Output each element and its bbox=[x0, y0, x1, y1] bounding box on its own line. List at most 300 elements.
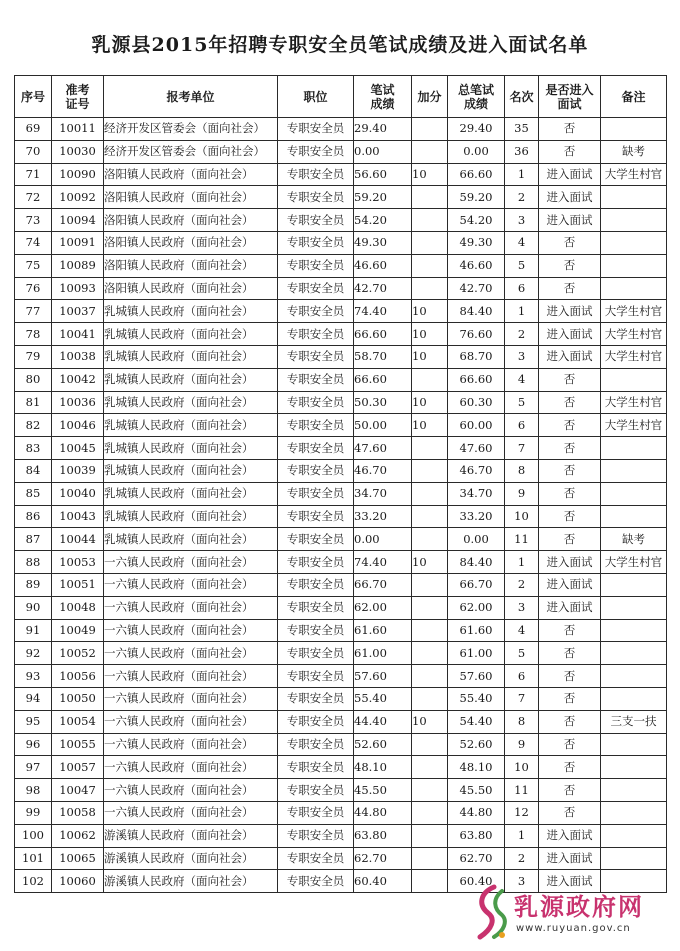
cell-position: 专职安全员 bbox=[278, 163, 354, 186]
cell-position: 专职安全员 bbox=[278, 505, 354, 528]
results-table bbox=[14, 75, 667, 893]
cell-remark: 大学生村官 bbox=[601, 414, 667, 437]
cell-unit: 一六镇人民政府（面向社会） bbox=[104, 551, 278, 574]
cell-unit: 游溪镇人民政府（面向社会） bbox=[104, 870, 278, 893]
cell-written-score: 66.70 bbox=[354, 573, 412, 596]
cell-unit: 一六镇人民政府（面向社会） bbox=[104, 779, 278, 802]
cell-unit: 乳城镇人民政府（面向社会） bbox=[104, 482, 278, 505]
cell-bonus: 10 bbox=[412, 345, 448, 368]
header-bonus: 加分 bbox=[412, 76, 448, 118]
cell-exam-no: 10039 bbox=[52, 459, 104, 482]
cell-interview: 否 bbox=[539, 756, 601, 779]
cell-exam-no: 10047 bbox=[52, 779, 104, 802]
cell-seq: 94 bbox=[15, 687, 52, 710]
cell-bonus bbox=[412, 459, 448, 482]
cell-rank: 2 bbox=[505, 573, 539, 596]
header-exam-no: 准考证号 bbox=[52, 76, 104, 118]
cell-interview: 进入面试 bbox=[539, 163, 601, 186]
cell-remark bbox=[601, 231, 667, 254]
cell-interview: 否 bbox=[539, 528, 601, 551]
cell-bonus bbox=[412, 118, 448, 141]
cell-written-score: 66.60 bbox=[354, 323, 412, 346]
cell-interview: 进入面试 bbox=[539, 824, 601, 847]
cell-position: 专职安全员 bbox=[278, 779, 354, 802]
cell-position: 专职安全员 bbox=[278, 186, 354, 209]
cell-total-score: 46.70 bbox=[448, 459, 505, 482]
cell-written-score: 48.10 bbox=[354, 756, 412, 779]
cell-seq: 99 bbox=[15, 801, 52, 824]
cell-position: 专职安全员 bbox=[278, 824, 354, 847]
cell-bonus: 10 bbox=[412, 551, 448, 574]
cell-total-score: 84.40 bbox=[448, 300, 505, 323]
cell-written-score: 29.40 bbox=[354, 118, 412, 141]
cell-bonus: 10 bbox=[412, 710, 448, 733]
cell-bonus bbox=[412, 756, 448, 779]
cell-bonus bbox=[412, 186, 448, 209]
cell-unit: 洛阳镇人民政府（面向社会） bbox=[104, 231, 278, 254]
cell-unit: 洛阳镇人民政府（面向社会） bbox=[104, 254, 278, 277]
cell-seq: 75 bbox=[15, 254, 52, 277]
cell-exam-no: 10038 bbox=[52, 345, 104, 368]
table-row bbox=[15, 665, 667, 688]
cell-remark bbox=[601, 459, 667, 482]
cell-position: 专职安全员 bbox=[278, 665, 354, 688]
cell-rank: 35 bbox=[505, 118, 539, 141]
cell-bonus bbox=[412, 209, 448, 232]
cell-total-score: 42.70 bbox=[448, 277, 505, 300]
cell-interview: 否 bbox=[539, 619, 601, 642]
cell-unit: 一六镇人民政府（面向社会） bbox=[104, 801, 278, 824]
table-row bbox=[15, 345, 667, 368]
cell-exam-no: 10037 bbox=[52, 300, 104, 323]
cell-exam-no: 10044 bbox=[52, 528, 104, 551]
cell-position: 专职安全员 bbox=[278, 231, 354, 254]
cell-rank: 8 bbox=[505, 710, 539, 733]
cell-position: 专职安全员 bbox=[278, 573, 354, 596]
cell-written-score: 0.00 bbox=[354, 140, 412, 163]
cell-position: 专职安全员 bbox=[278, 756, 354, 779]
cell-remark bbox=[601, 277, 667, 300]
cell-unit: 经济开发区管委会（面向社会） bbox=[104, 118, 278, 141]
cell-rank: 6 bbox=[505, 277, 539, 300]
cell-exam-no: 10052 bbox=[52, 642, 104, 665]
cell-rank: 2 bbox=[505, 186, 539, 209]
cell-seq: 92 bbox=[15, 642, 52, 665]
table-row bbox=[15, 459, 667, 482]
cell-position: 专职安全员 bbox=[278, 687, 354, 710]
cell-total-score: 33.20 bbox=[448, 505, 505, 528]
cell-unit: 经济开发区管委会（面向社会） bbox=[104, 140, 278, 163]
cell-written-score: 50.30 bbox=[354, 391, 412, 414]
cell-rank: 6 bbox=[505, 414, 539, 437]
cell-written-score: 33.20 bbox=[354, 505, 412, 528]
cell-position: 专职安全员 bbox=[278, 209, 354, 232]
cell-remark bbox=[601, 209, 667, 232]
cell-bonus bbox=[412, 573, 448, 596]
cell-bonus bbox=[412, 733, 448, 756]
cell-unit: 一六镇人民政府（面向社会） bbox=[104, 619, 278, 642]
cell-written-score: 56.60 bbox=[354, 163, 412, 186]
cell-interview: 否 bbox=[539, 254, 601, 277]
cell-remark bbox=[601, 642, 667, 665]
cell-exam-no: 10048 bbox=[52, 596, 104, 619]
cell-interview: 否 bbox=[539, 801, 601, 824]
cell-seq: 83 bbox=[15, 437, 52, 460]
cell-remark bbox=[601, 437, 667, 460]
cell-interview: 进入面试 bbox=[539, 300, 601, 323]
cell-exam-no: 10041 bbox=[52, 323, 104, 346]
table-header-row bbox=[15, 76, 667, 118]
cell-position: 专职安全员 bbox=[278, 551, 354, 574]
table-row bbox=[15, 824, 667, 847]
cell-total-score: 76.60 bbox=[448, 323, 505, 346]
header-unit: 报考单位 bbox=[104, 76, 278, 118]
table-row bbox=[15, 528, 667, 551]
cell-interview: 进入面试 bbox=[539, 573, 601, 596]
cell-total-score: 0.00 bbox=[448, 140, 505, 163]
cell-bonus: 10 bbox=[412, 163, 448, 186]
cell-rank: 4 bbox=[505, 619, 539, 642]
cell-written-score: 61.00 bbox=[354, 642, 412, 665]
cell-position: 专职安全员 bbox=[278, 596, 354, 619]
cell-bonus bbox=[412, 437, 448, 460]
cell-remark bbox=[601, 733, 667, 756]
cell-remark bbox=[601, 824, 667, 847]
cell-remark: 缺考 bbox=[601, 528, 667, 551]
cell-bonus bbox=[412, 254, 448, 277]
cell-bonus bbox=[412, 824, 448, 847]
cell-position: 专职安全员 bbox=[278, 300, 354, 323]
cell-total-score: 68.70 bbox=[448, 345, 505, 368]
cell-position: 专职安全员 bbox=[278, 733, 354, 756]
cell-total-score: 66.70 bbox=[448, 573, 505, 596]
cell-remark: 大学生村官 bbox=[601, 163, 667, 186]
table-row bbox=[15, 573, 667, 596]
table-row bbox=[15, 847, 667, 870]
cell-rank: 1 bbox=[505, 163, 539, 186]
cell-unit: 乳城镇人民政府（面向社会） bbox=[104, 528, 278, 551]
cell-seq: 72 bbox=[15, 186, 52, 209]
cell-rank: 11 bbox=[505, 528, 539, 551]
cell-bonus: 10 bbox=[412, 323, 448, 346]
table-row bbox=[15, 300, 667, 323]
cell-position: 专职安全员 bbox=[278, 414, 354, 437]
cell-seq: 81 bbox=[15, 391, 52, 414]
cell-seq: 71 bbox=[15, 163, 52, 186]
cell-exam-no: 10089 bbox=[52, 254, 104, 277]
cell-written-score: 49.30 bbox=[354, 231, 412, 254]
cell-written-score: 62.70 bbox=[354, 847, 412, 870]
cell-total-score: 63.80 bbox=[448, 824, 505, 847]
cell-position: 专职安全员 bbox=[278, 710, 354, 733]
cell-unit: 一六镇人民政府（面向社会） bbox=[104, 573, 278, 596]
cell-total-score: 52.60 bbox=[448, 733, 505, 756]
cell-rank: 2 bbox=[505, 323, 539, 346]
cell-rank: 3 bbox=[505, 596, 539, 619]
cell-unit: 一六镇人民政府（面向社会） bbox=[104, 642, 278, 665]
cell-written-score: 61.60 bbox=[354, 619, 412, 642]
header-written-score: 笔试成绩 bbox=[354, 76, 412, 118]
cell-interview: 否 bbox=[539, 459, 601, 482]
cell-rank: 10 bbox=[505, 505, 539, 528]
cell-interview: 否 bbox=[539, 687, 601, 710]
cell-exam-no: 10090 bbox=[52, 163, 104, 186]
cell-bonus bbox=[412, 847, 448, 870]
cell-total-score: 61.60 bbox=[448, 619, 505, 642]
header-interview: 是否进入面试 bbox=[539, 76, 601, 118]
cell-interview: 否 bbox=[539, 437, 601, 460]
cell-unit: 一六镇人民政府（面向社会） bbox=[104, 665, 278, 688]
watermark-text: 乳源政府网 bbox=[514, 892, 644, 921]
cell-written-score: 60.40 bbox=[354, 870, 412, 893]
cell-remark bbox=[601, 847, 667, 870]
table-row bbox=[15, 733, 667, 756]
cell-seq: 88 bbox=[15, 551, 52, 574]
cell-seq: 74 bbox=[15, 231, 52, 254]
cell-exam-no: 10093 bbox=[52, 277, 104, 300]
cell-total-score: 49.30 bbox=[448, 231, 505, 254]
table-row bbox=[15, 642, 667, 665]
cell-written-score: 62.00 bbox=[354, 596, 412, 619]
cell-interview: 进入面试 bbox=[539, 551, 601, 574]
cell-interview: 进入面试 bbox=[539, 870, 601, 893]
cell-total-score: 54.40 bbox=[448, 710, 505, 733]
cell-seq: 85 bbox=[15, 482, 52, 505]
cell-interview: 否 bbox=[539, 482, 601, 505]
table-row bbox=[15, 209, 667, 232]
cell-exam-no: 10060 bbox=[52, 870, 104, 893]
cell-interview: 否 bbox=[539, 642, 601, 665]
cell-written-score: 57.60 bbox=[354, 665, 412, 688]
cell-seq: 70 bbox=[15, 140, 52, 163]
cell-written-score: 52.60 bbox=[354, 733, 412, 756]
cell-total-score: 34.70 bbox=[448, 482, 505, 505]
cell-bonus bbox=[412, 801, 448, 824]
cell-position: 专职安全员 bbox=[278, 528, 354, 551]
cell-seq: 86 bbox=[15, 505, 52, 528]
cell-position: 专职安全员 bbox=[278, 118, 354, 141]
cell-seq: 84 bbox=[15, 459, 52, 482]
cell-remark: 大学生村官 bbox=[601, 300, 667, 323]
cell-remark: 缺考 bbox=[601, 140, 667, 163]
cell-unit: 一六镇人民政府（面向社会） bbox=[104, 687, 278, 710]
cell-remark: 大学生村官 bbox=[601, 551, 667, 574]
cell-bonus bbox=[412, 870, 448, 893]
cell-unit: 乳城镇人民政府（面向社会） bbox=[104, 414, 278, 437]
cell-unit: 乳城镇人民政府（面向社会） bbox=[104, 345, 278, 368]
cell-interview: 否 bbox=[539, 505, 601, 528]
cell-remark bbox=[601, 573, 667, 596]
cell-total-score: 84.40 bbox=[448, 551, 505, 574]
header-total-score: 总笔试成绩 bbox=[448, 76, 505, 118]
cell-interview: 否 bbox=[539, 391, 601, 414]
cell-rank: 3 bbox=[505, 870, 539, 893]
cell-written-score: 46.70 bbox=[354, 459, 412, 482]
cell-remark: 大学生村官 bbox=[601, 345, 667, 368]
cell-unit: 乳城镇人民政府（面向社会） bbox=[104, 437, 278, 460]
cell-written-score: 34.70 bbox=[354, 482, 412, 505]
cell-seq: 95 bbox=[15, 710, 52, 733]
cell-interview: 否 bbox=[539, 118, 601, 141]
cell-written-score: 74.40 bbox=[354, 300, 412, 323]
cell-rank: 1 bbox=[505, 824, 539, 847]
cell-seq: 82 bbox=[15, 414, 52, 437]
cell-position: 专职安全员 bbox=[278, 459, 354, 482]
cell-seq: 76 bbox=[15, 277, 52, 300]
cell-bonus: 10 bbox=[412, 414, 448, 437]
cell-written-score: 59.20 bbox=[354, 186, 412, 209]
cell-interview: 进入面试 bbox=[539, 847, 601, 870]
cell-written-score: 63.80 bbox=[354, 824, 412, 847]
table-row bbox=[15, 414, 667, 437]
cell-exam-no: 10058 bbox=[52, 801, 104, 824]
cell-rank: 3 bbox=[505, 345, 539, 368]
cell-interview: 否 bbox=[539, 231, 601, 254]
cell-seq: 101 bbox=[15, 847, 52, 870]
cell-total-score: 62.00 bbox=[448, 596, 505, 619]
cell-exam-no: 10054 bbox=[52, 710, 104, 733]
table-row bbox=[15, 186, 667, 209]
table-row bbox=[15, 596, 667, 619]
cell-rank: 9 bbox=[505, 733, 539, 756]
cell-position: 专职安全员 bbox=[278, 391, 354, 414]
cell-bonus bbox=[412, 779, 448, 802]
cell-exam-no: 10092 bbox=[52, 186, 104, 209]
cell-interview: 进入面试 bbox=[539, 596, 601, 619]
cell-bonus bbox=[412, 505, 448, 528]
cell-interview: 进入面试 bbox=[539, 345, 601, 368]
cell-unit: 洛阳镇人民政府（面向社会） bbox=[104, 186, 278, 209]
cell-written-score: 55.40 bbox=[354, 687, 412, 710]
cell-unit: 一六镇人民政府（面向社会） bbox=[104, 710, 278, 733]
table-row bbox=[15, 391, 667, 414]
cell-bonus bbox=[412, 619, 448, 642]
cell-rank: 12 bbox=[505, 801, 539, 824]
cell-position: 专职安全员 bbox=[278, 619, 354, 642]
table-row bbox=[15, 710, 667, 733]
cell-position: 专职安全员 bbox=[278, 345, 354, 368]
cell-rank: 11 bbox=[505, 779, 539, 802]
cell-interview: 进入面试 bbox=[539, 186, 601, 209]
cell-total-score: 44.80 bbox=[448, 801, 505, 824]
cell-seq: 96 bbox=[15, 733, 52, 756]
cell-position: 专职安全员 bbox=[278, 847, 354, 870]
cell-total-score: 61.00 bbox=[448, 642, 505, 665]
cell-position: 专职安全员 bbox=[278, 323, 354, 346]
table-row bbox=[15, 756, 667, 779]
cell-total-score: 60.00 bbox=[448, 414, 505, 437]
cell-position: 专职安全员 bbox=[278, 254, 354, 277]
cell-rank: 5 bbox=[505, 254, 539, 277]
cell-interview: 进入面试 bbox=[539, 323, 601, 346]
cell-exam-no: 10062 bbox=[52, 824, 104, 847]
cell-exam-no: 10049 bbox=[52, 619, 104, 642]
cell-unit: 游溪镇人民政府（面向社会） bbox=[104, 847, 278, 870]
cell-rank: 4 bbox=[505, 368, 539, 391]
cell-interview: 否 bbox=[539, 414, 601, 437]
cell-written-score: 42.70 bbox=[354, 277, 412, 300]
cell-remark bbox=[601, 665, 667, 688]
cell-total-score: 45.50 bbox=[448, 779, 505, 802]
cell-rank: 36 bbox=[505, 140, 539, 163]
table-row bbox=[15, 482, 667, 505]
header-rank: 名次 bbox=[505, 76, 539, 118]
table-row bbox=[15, 505, 667, 528]
table-row bbox=[15, 368, 667, 391]
cell-total-score: 55.40 bbox=[448, 687, 505, 710]
cell-total-score: 57.60 bbox=[448, 665, 505, 688]
cell-bonus bbox=[412, 642, 448, 665]
cell-seq: 87 bbox=[15, 528, 52, 551]
cell-exam-no: 10053 bbox=[52, 551, 104, 574]
cell-position: 专职安全员 bbox=[278, 642, 354, 665]
table-row bbox=[15, 801, 667, 824]
cell-interview: 否 bbox=[539, 277, 601, 300]
cell-bonus bbox=[412, 277, 448, 300]
cell-rank: 2 bbox=[505, 847, 539, 870]
cell-position: 专职安全员 bbox=[278, 870, 354, 893]
cell-unit: 乳城镇人民政府（面向社会） bbox=[104, 368, 278, 391]
cell-written-score: 66.60 bbox=[354, 368, 412, 391]
cell-exam-no: 10040 bbox=[52, 482, 104, 505]
cell-written-score: 46.60 bbox=[354, 254, 412, 277]
cell-seq: 79 bbox=[15, 345, 52, 368]
cell-bonus bbox=[412, 687, 448, 710]
cell-bonus bbox=[412, 368, 448, 391]
cell-total-score: 62.70 bbox=[448, 847, 505, 870]
cell-seq: 100 bbox=[15, 824, 52, 847]
cell-remark bbox=[601, 482, 667, 505]
ribbon-logo-icon bbox=[472, 883, 512, 941]
cell-seq: 78 bbox=[15, 323, 52, 346]
cell-bonus bbox=[412, 140, 448, 163]
cell-remark: 大学生村官 bbox=[601, 391, 667, 414]
cell-exam-no: 10091 bbox=[52, 231, 104, 254]
cell-remark bbox=[601, 687, 667, 710]
cell-remark: 三支一扶 bbox=[601, 710, 667, 733]
cell-written-score: 0.00 bbox=[354, 528, 412, 551]
cell-written-score: 58.70 bbox=[354, 345, 412, 368]
cell-total-score: 54.20 bbox=[448, 209, 505, 232]
cell-remark bbox=[601, 368, 667, 391]
cell-interview: 否 bbox=[539, 733, 601, 756]
cell-remark bbox=[601, 186, 667, 209]
cell-seq: 90 bbox=[15, 596, 52, 619]
cell-exam-no: 10055 bbox=[52, 733, 104, 756]
cell-interview: 否 bbox=[539, 140, 601, 163]
cell-position: 专职安全员 bbox=[278, 368, 354, 391]
cell-bonus: 10 bbox=[412, 300, 448, 323]
cell-seq: 80 bbox=[15, 368, 52, 391]
cell-unit: 洛阳镇人民政府（面向社会） bbox=[104, 277, 278, 300]
cell-seq: 73 bbox=[15, 209, 52, 232]
cell-exam-no: 10046 bbox=[52, 414, 104, 437]
cell-rank: 9 bbox=[505, 482, 539, 505]
cell-rank: 5 bbox=[505, 642, 539, 665]
cell-unit: 乳城镇人民政府（面向社会） bbox=[104, 300, 278, 323]
cell-seq: 102 bbox=[15, 870, 52, 893]
cell-seq: 98 bbox=[15, 779, 52, 802]
cell-written-score: 74.40 bbox=[354, 551, 412, 574]
cell-total-score: 59.20 bbox=[448, 186, 505, 209]
cell-exam-no: 10036 bbox=[52, 391, 104, 414]
cell-unit: 洛阳镇人民政府（面向社会） bbox=[104, 209, 278, 232]
table-row bbox=[15, 231, 667, 254]
cell-exam-no: 10030 bbox=[52, 140, 104, 163]
cell-seq: 89 bbox=[15, 573, 52, 596]
cell-position: 专职安全员 bbox=[278, 801, 354, 824]
cell-total-score: 66.60 bbox=[448, 163, 505, 186]
